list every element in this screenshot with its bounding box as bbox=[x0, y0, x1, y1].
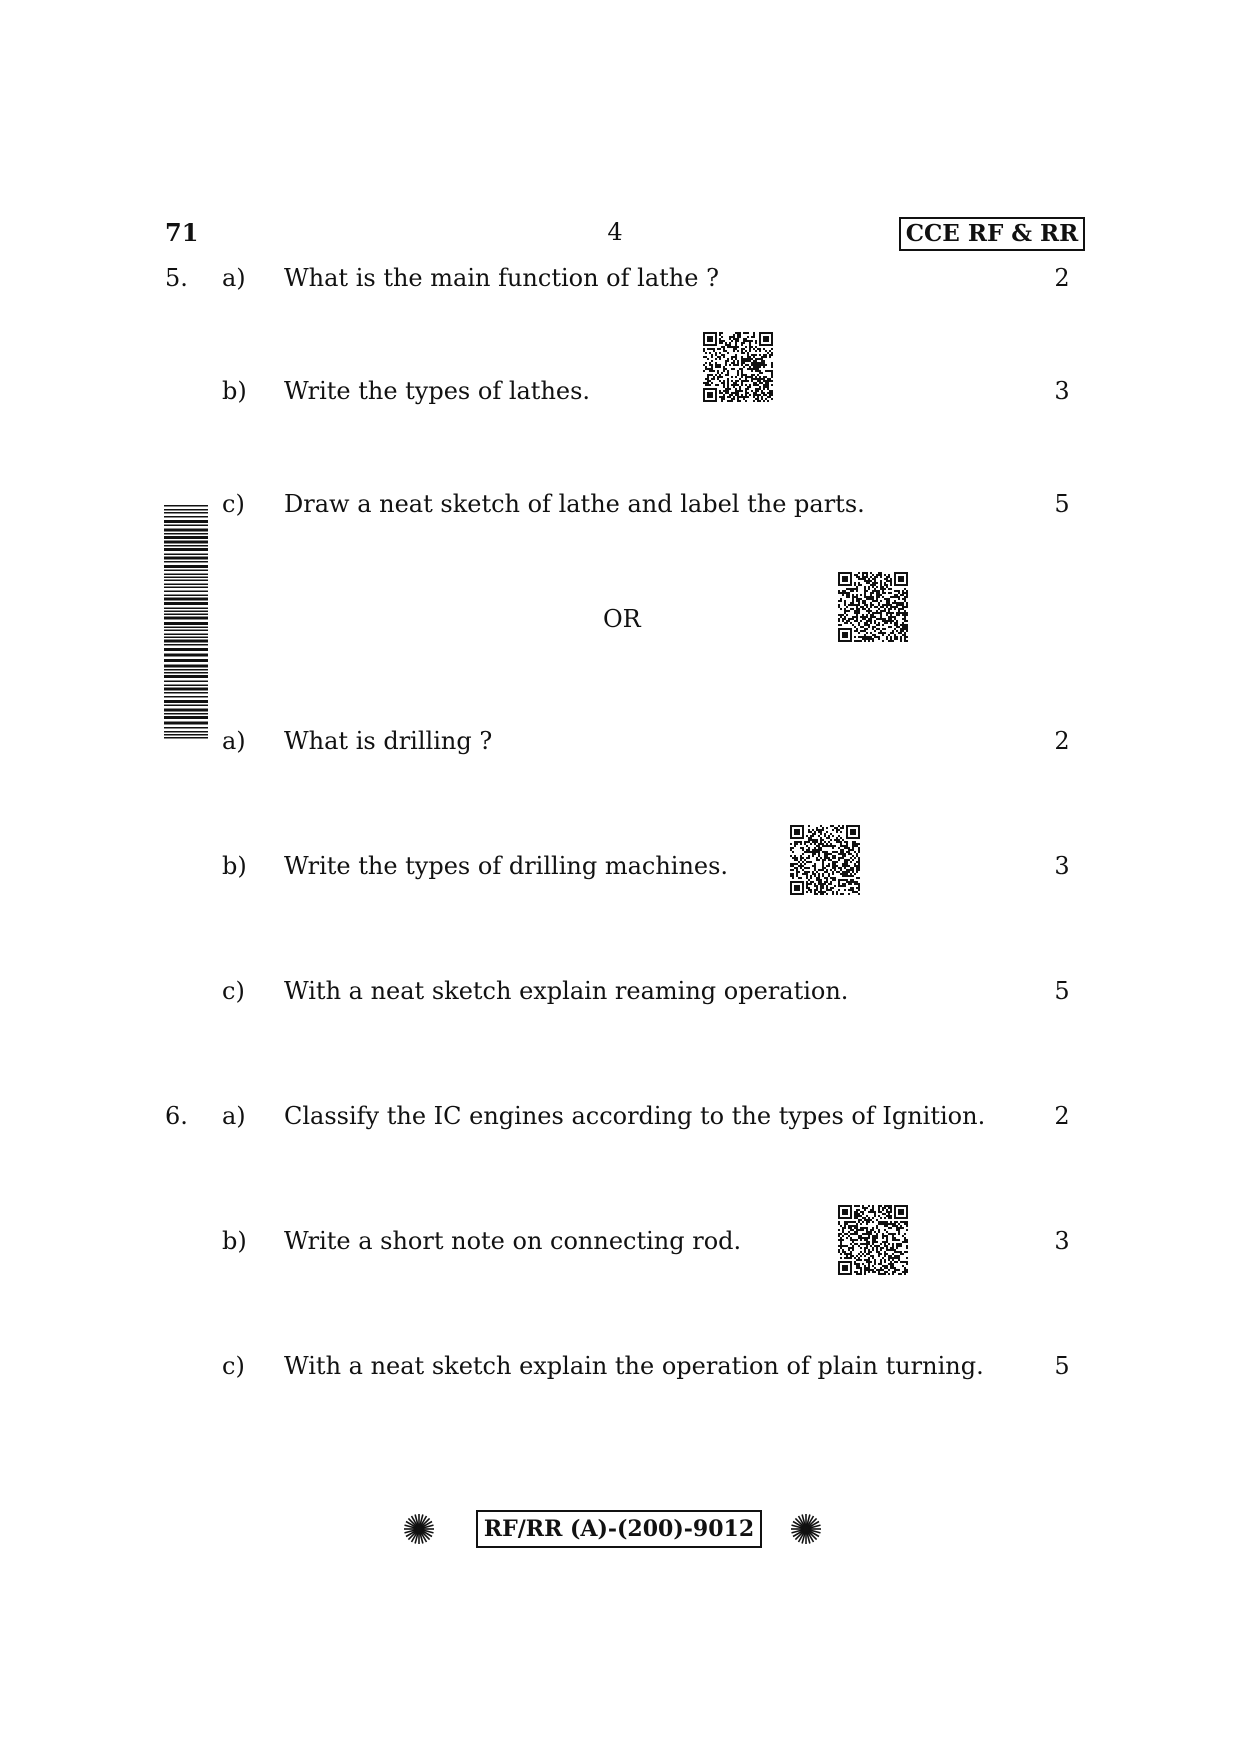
marks: 3 bbox=[1054, 852, 1070, 880]
marks: 3 bbox=[1054, 1227, 1070, 1255]
marks: 2 bbox=[1054, 1102, 1070, 1130]
part-label: c) bbox=[222, 490, 245, 518]
question-text: With a neat sketch explain reaming operation. bbox=[284, 977, 849, 1005]
page-number: 4 bbox=[607, 218, 623, 246]
star-burst-icon bbox=[790, 1513, 822, 1545]
part-label: b) bbox=[222, 1227, 247, 1255]
question-text: What is drilling ? bbox=[284, 727, 493, 755]
part-label: b) bbox=[222, 377, 247, 405]
part-label: c) bbox=[222, 1352, 245, 1380]
question-text: Write the types of drilling machines. bbox=[284, 852, 729, 880]
part-label: a) bbox=[222, 727, 246, 755]
qr-code-icon bbox=[703, 332, 773, 402]
question-text: Classify the IC engines according to the types of Ignition. bbox=[284, 1102, 986, 1130]
marks: 5 bbox=[1054, 1352, 1070, 1380]
qr-code-icon bbox=[838, 572, 908, 642]
question-number: 6. bbox=[165, 1102, 188, 1130]
question-number: 5. bbox=[165, 264, 188, 292]
paper-code: 71 bbox=[165, 218, 199, 247]
marks: 5 bbox=[1054, 490, 1070, 518]
marks: 2 bbox=[1054, 264, 1070, 292]
part-label: a) bbox=[222, 1102, 246, 1130]
qr-code-icon bbox=[790, 825, 860, 895]
marks: 2 bbox=[1054, 727, 1070, 755]
star-burst-icon bbox=[403, 1513, 435, 1545]
part-label: b) bbox=[222, 852, 247, 880]
question-text: Draw a neat sketch of lathe and label the parts. bbox=[284, 490, 865, 518]
footer-code-box: RF/RR (A)-(200)-9012 bbox=[476, 1510, 762, 1548]
question-text: Write a short note on connecting rod. bbox=[284, 1227, 742, 1255]
marks: 5 bbox=[1054, 977, 1070, 1005]
part-label: a) bbox=[222, 264, 246, 292]
question-text: What is the main function of lathe ? bbox=[284, 264, 719, 292]
paper-tag-box: CCE RF & RR bbox=[899, 217, 1085, 251]
part-label: c) bbox=[222, 977, 245, 1005]
marks: 3 bbox=[1054, 377, 1070, 405]
or-separator: OR bbox=[603, 605, 641, 633]
barcode-icon bbox=[164, 505, 208, 743]
question-text: Write the types of lathes. bbox=[284, 377, 591, 405]
qr-code-icon bbox=[838, 1205, 908, 1275]
question-text: With a neat sketch explain the operation of plain turning. bbox=[284, 1352, 984, 1380]
